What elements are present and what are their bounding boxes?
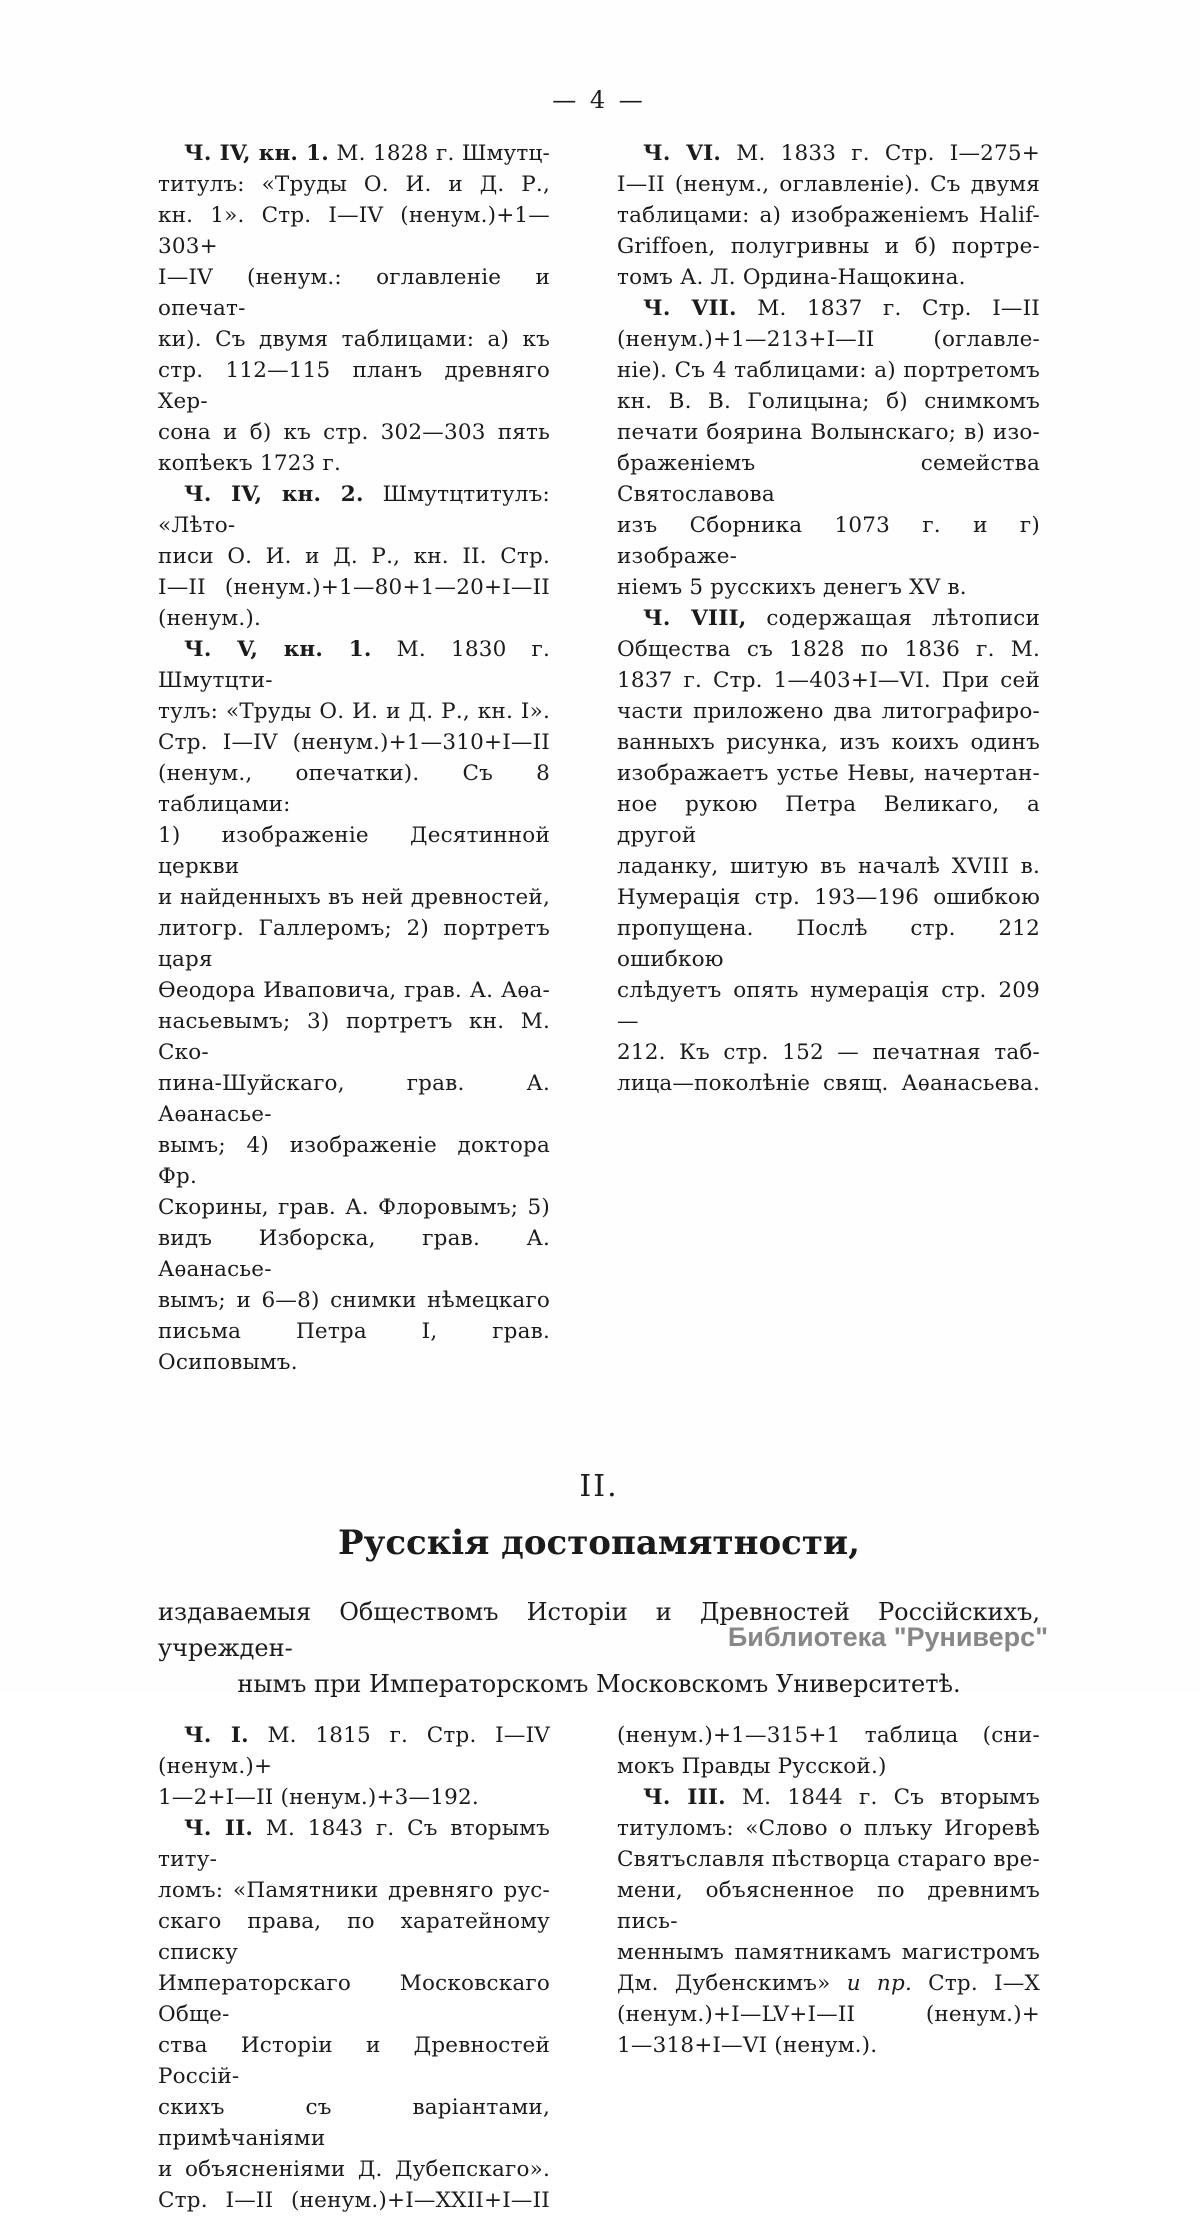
section-heading: [158, 1470, 1040, 1702]
text-line: мокъ Правды Русской.): [617, 1754, 887, 1779]
text-line: I—II (ненум.)+1—80+1—20+I—II: [158, 575, 550, 600]
text-line: (ненум.).: [158, 606, 262, 631]
text-line: вымъ; 4) изображеніе доктора Фр.: [158, 1133, 550, 1189]
text-line: Griffoen, полугривны и б) портре-: [617, 234, 1040, 259]
text-line: ства Исторіи и Древностей Россій-: [158, 2033, 550, 2089]
section-title: Русскія достопамятности,: [338, 1523, 860, 1563]
text-line: 1837 г. Стр. 1—403+I—VI. При сей: [617, 668, 1040, 693]
text-line: Святъславля пѣстворца стараго вре-: [617, 1847, 1040, 1872]
text-line: (ненум.)+I—LV+I—II (ненум.)+: [617, 2002, 1040, 2027]
text-line: пина-Шуйскаго, грав. А. Аѳанасье-: [158, 1071, 550, 1127]
text-line: меннымъ памятникамъ магистромъ: [617, 1940, 1040, 1965]
text-line: мени, объясненное по древнимъ пись-: [617, 1878, 1040, 1934]
text-line: Императорскаго Московскаго Обще-: [158, 1971, 550, 2027]
text-line: Ч. IV, кн. 1. М. 1828 г. Шмутц-: [184, 141, 550, 166]
text-line: и объясненіями Д. Дубепскаго».: [158, 2157, 550, 2182]
text-line: титуломъ: «Слово о плъку Игоревѣ: [617, 1816, 1040, 1841]
section-subtitle-line2: нымъ при Императорскомъ Московскомъ Университетѣ.: [237, 1670, 961, 1698]
text-line: части приложено два литографиро-: [617, 699, 1040, 724]
text-line: видъ Изборска, грав. А. Аѳанасье-: [158, 1226, 550, 1282]
section-numeral: II.: [579, 1469, 619, 1504]
section-subtitle-line1: издаваемыя Обществомъ Исторіи и Древностей Россійскихъ, учрежден-: [158, 1598, 1040, 1662]
paragraph: [617, 138, 1040, 293]
text-line: Стр. I—II (ненум.)+I—XXII+I—II: [158, 2188, 550, 2213]
bottom-two-column-block: [158, 1720, 1040, 2216]
text-line: сона и б) къ стр. 302—303 пять: [158, 420, 550, 445]
text-line: Ч. VII. М. 1837 г. Стр. I—II: [643, 296, 1040, 321]
paragraph: [158, 634, 550, 1378]
text-line: Ч. I. М. 1815 г. Стр. I—IV (ненум.)+: [158, 1723, 550, 1779]
paragraph: [158, 479, 550, 634]
text-line: 1) изображеніе Десятинной церкви: [158, 823, 550, 879]
text-line: лица—поколѣніе свящ. Аѳанасьева.: [617, 1071, 1040, 1096]
text-line: 212. Къ стр. 152 — печатная таб-: [617, 1040, 1040, 1065]
text-line: Ч. VIII, содержащая лѣтописи: [643, 606, 1040, 631]
text-line: скихъ съ варіантами, примѣчаніями: [158, 2095, 550, 2151]
text-line: 1—318+I—VI (ненум.).: [617, 2033, 878, 2058]
text-line: Ч. V, кн. 1. М. 1830 г. Шмутцти-: [158, 637, 550, 693]
text-line: Ч. II. М. 1843 г. Съ вторымъ титу-: [158, 1816, 550, 1872]
page-content: [158, 86, 1040, 2216]
text-line: Ч. IV, кн. 2. Шмутцтитулъ: «Лѣто-: [158, 482, 550, 538]
paragraph: [617, 1782, 1040, 2061]
text-line: Ѳеодора Иваповича, грав. А. Аѳа-: [158, 978, 550, 1003]
paragraph: [617, 1720, 1040, 1782]
text-line: насьевымъ; 3) портретъ кн. М. Ско-: [158, 1009, 550, 1065]
text-line: кн. В. В. Голицына; б) снимкомъ: [617, 389, 1040, 414]
text-line: (ненум., опечатки). Съ 8 таблицами:: [158, 761, 550, 817]
text-line: (ненум.)+1—213+I—II (оглавле-: [617, 327, 1040, 352]
text-line: Нумерація стр. 193—196 ошибкою: [617, 885, 1040, 910]
text-line: изображаетъ устье Невы, начертан-: [617, 761, 1040, 786]
text-line: и найденныхъ въ ней древностей,: [158, 885, 550, 910]
text-line: браженіемъ семейства Святославова: [617, 451, 1040, 507]
text-line: титулъ: «Труды О. И. и Д. Р.,: [158, 172, 550, 197]
top-right-column: [617, 138, 1040, 1378]
text-line: ки). Съ двумя таблицами: а) къ: [158, 327, 550, 352]
text-line: копѣекъ 1723 г.: [158, 451, 341, 476]
paragraph: [617, 603, 1040, 1099]
bottom-left-column: [158, 1720, 550, 2216]
page-number: — 4 —: [552, 86, 646, 114]
text-line: Общества съ 1828 по 1836 г. М.: [617, 637, 1040, 662]
text-line: скаго права, по харатейному списку: [158, 1909, 550, 1965]
text-line: стр. 112—115 планъ древняго Хер-: [158, 358, 550, 414]
paragraph: [158, 1813, 550, 2216]
library-watermark: Библиотека "Руниверс": [727, 1622, 1048, 1652]
text-line: (ненум.)+1—315+1 таблица (сни-: [617, 1723, 1040, 1748]
text-line: томъ А. Л. Ордина-Нащокина.: [617, 265, 966, 290]
bottom-right-column: [617, 1720, 1040, 2216]
text-line: ладанку, шитую въ началѣ XVIII в.: [617, 854, 1040, 879]
paragraph: [617, 293, 1040, 603]
text-line: I—IV (ненум.: оглавленіе и опечат-: [158, 265, 550, 321]
text-line: изъ Сборника 1073 г. и г) изображе-: [617, 513, 1040, 569]
text-line: Стр. I—IV (ненум.)+1—310+I—II: [158, 730, 550, 755]
text-line: Ч. VI. М. 1833 г. Стр. I—275+: [643, 141, 1041, 166]
paragraph: [158, 1720, 550, 1813]
paragraph: [158, 138, 550, 479]
text-line: Дм. Дубенскимъ» и пр. Стр. I—X: [617, 1971, 1040, 1996]
text-line: печати боярина Волынскаго; в) изо-: [617, 420, 1040, 445]
text-line: ломъ: «Памятники древняго рус-: [158, 1878, 550, 1903]
text-line: таблицами: а) изображеніемъ Halif-: [617, 203, 1040, 228]
text-line: тулъ: «Труды О. И. и Д. Р., кн. I».: [158, 699, 550, 724]
text-line: слѣдуетъ опять нумерація стр. 209—: [617, 978, 1040, 1034]
text-line: писи О. И. и Д. Р., кн. II. Стр.: [158, 544, 550, 569]
text-line: ванныхъ рисунка, изъ коихъ одинъ: [617, 730, 1040, 755]
text-line: литогр. Галлеромъ; 2) портретъ царя: [158, 916, 550, 972]
text-line: Ч. III. М. 1844 г. Съ вторымъ: [643, 1785, 1040, 1810]
text-line: I—II (ненум., оглавленіе). Съ двумя: [617, 172, 1040, 197]
text-line: ное рукою Петра Великаго, а другой: [617, 792, 1040, 848]
top-left-column: [158, 138, 550, 1378]
text-line: вымъ; и 6—8) снимки нѣмецкаго: [158, 1288, 550, 1313]
text-line: ніемъ 5 русскихъ денегъ XV в.: [617, 575, 967, 600]
text-line: пропущена. Послѣ стр. 212 ошибкою: [617, 916, 1040, 972]
text-line: 1—2+I—II (ненум.)+3—192.: [158, 1785, 479, 1810]
text-line: ніе). Съ 4 таблицами: а) портретомъ: [617, 358, 1040, 383]
text-line: Скорины, грав. А. Флоровымъ; 5): [158, 1195, 550, 1220]
top-two-column-block: [158, 138, 1040, 1378]
text-line: письма Петра I, грав. Осиповымъ.: [158, 1319, 550, 1375]
text-line: кн. 1». Стр. I—IV (ненум.)+1—303+: [158, 203, 550, 259]
